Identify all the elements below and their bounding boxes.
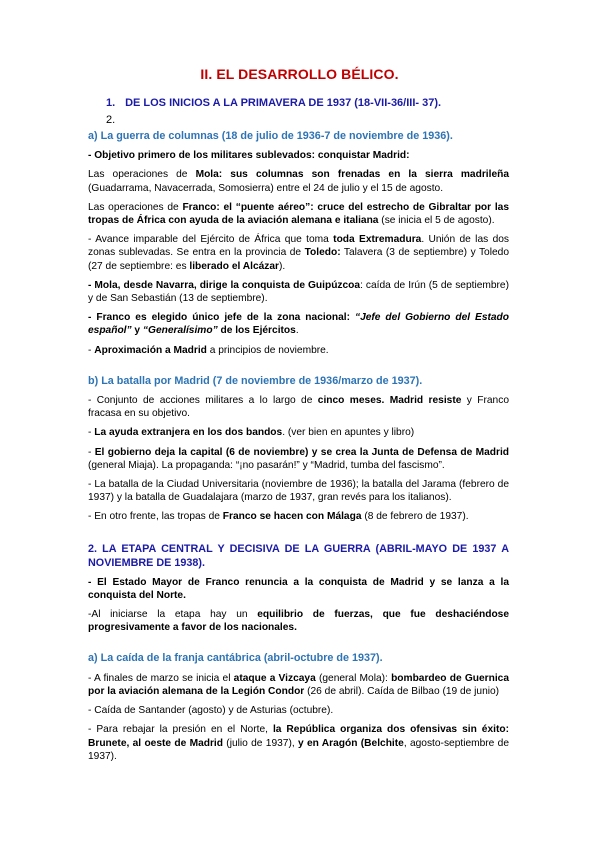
- section-b-paragraph-1: - Conjunto de acciones militares a lo largo de cinco meses. Madrid resiste y Franco fracasa en su objetivo.: [88, 395, 509, 420]
- section-a-paragraph-4: - Avance imparable del Ejército de África que toma toda Extremadura. Unión de las dos zonas sublevadas. Se entra en la provincia de Toledo: Talavera (3 de septiembre) y Toledo (27 de septiembre: es liberado el Alcázar).: [88, 234, 509, 272]
- outline-list: [106, 95, 441, 129]
- spacer: [88, 530, 509, 542]
- outline-item-1-text: DE LOS INICIOS A LA PRIMAVERA DE 1937 (18-VII-36/III- 37).: [125, 97, 442, 109]
- section-b-paragraph-5: - En otro frente, las tropas de Franco se hacen con Málaga (8 de febrero de 1937).: [88, 511, 469, 523]
- section-2a-heading: a) La caída de la franja cantábrica (abril-octubre de 1937).: [88, 652, 383, 665]
- outline-item-2: [106, 112, 441, 129]
- section-b-paragraph-3: - El gobierno deja la capital (6 de noviembre) y se crea la Junta de Defensa de Madrid (general Miaja). La propaganda: “¡no pasarán!” y “Madrid, tumba del fascismo”.: [88, 446, 509, 471]
- spacer: [88, 640, 509, 652]
- section-2-paragraph-1: - El Estado Mayor de Franco renuncia a la conquista de Madrid y se lanza a la conquista del Norte.: [88, 576, 509, 601]
- document-body: [88, 130, 509, 769]
- outline-item-1-number: 1.: [106, 97, 116, 109]
- document-title: II. EL DESARROLLO BÉLICO.: [200, 66, 399, 82]
- spacer: [88, 363, 509, 375]
- section-2a-paragraph-1: - A finales de marzo se inicia el ataque a Vizcaya (general Mola): bombardeo de Guernica por la aviación alemana de la Legión Condor (26 de abril). Caída de Bilbao (19 de junio): [88, 672, 509, 697]
- section-a-paragraph-6: - Franco es elegido único jefe de la zona nacional: “Jefe del Gobierno del Estado español” y “Generalísimo” de los Ejércitos.: [88, 312, 509, 337]
- section-a-paragraph-1: - Objetivo primero de los militares sublevados: conquistar Madrid:: [88, 150, 410, 162]
- section-b-paragraph-2: - La ayuda extranjera en los dos bandos. (ver bien en apuntes y libro): [88, 427, 415, 439]
- section-b-heading: b) La batalla por Madrid (7 de noviembre de 1936/marzo de 1937).: [88, 374, 423, 387]
- outline-item-2-number: 2.: [106, 114, 116, 126]
- section-a-heading: a) La guerra de columnas (18 de julio de 1936-7 de noviembre de 1936).: [88, 130, 453, 142]
- section-2-heading: 2. LA ETAPA CENTRAL Y DECISIVA DE LA GUERRA (ABRIL-MAYO DE 1937 A NOVIEMBRE DE 1938).: [88, 542, 509, 569]
- section-a-paragraph-5: - Mola, desde Navarra, dirige la conquista de Guipúzcoa: caída de Irún (5 de septiembre) y de San Sebastián (13 de septiembre).: [88, 279, 509, 305]
- section-a-paragraph-7: - Aproximación a Madrid a principios de noviembre.: [88, 344, 329, 356]
- outline-item-1: [106, 95, 441, 112]
- section-a-paragraph-3: Las operaciones de Franco: el “puente aéreo”: cruce del estrecho de Gibraltar por las tropas de África con ayuda de la aviación alemana e italiana (se inicia el 5 de agosto).: [88, 201, 509, 227]
- section-2a-paragraph-3: - Para rebajar la presión en el Norte, la República organiza dos ofensivas sin éxito: Brunete, al oeste de Madrid (julio de 1937), y en Aragón (Belchite, agosto-septiembre de 1937).: [88, 724, 509, 762]
- section-2a-paragraph-2: - Caída de Santander (agosto) y de Asturias (octubre).: [88, 705, 334, 717]
- section-a-paragraph-2: Las operaciones de Mola: sus columnas son frenadas en la sierra madrileña (Guadarrama, Navacerrada, Somosierra) entre el 24 de julio y el 15 de agosto.: [88, 169, 509, 194]
- section-b-paragraph-4: - La batalla de la Ciudad Universitaria (noviembre de 1936); la batalla del Jarama (febrero de 1937) y la batalla de Guadalajara (marzo de 1937, gran revés para los italianos).: [88, 479, 509, 504]
- section-2-paragraph-2: -Al iniciarse la etapa hay un equilibrio de fuerzas, que fue deshaciéndose progresivamente a favor de los nacionales.: [88, 609, 509, 634]
